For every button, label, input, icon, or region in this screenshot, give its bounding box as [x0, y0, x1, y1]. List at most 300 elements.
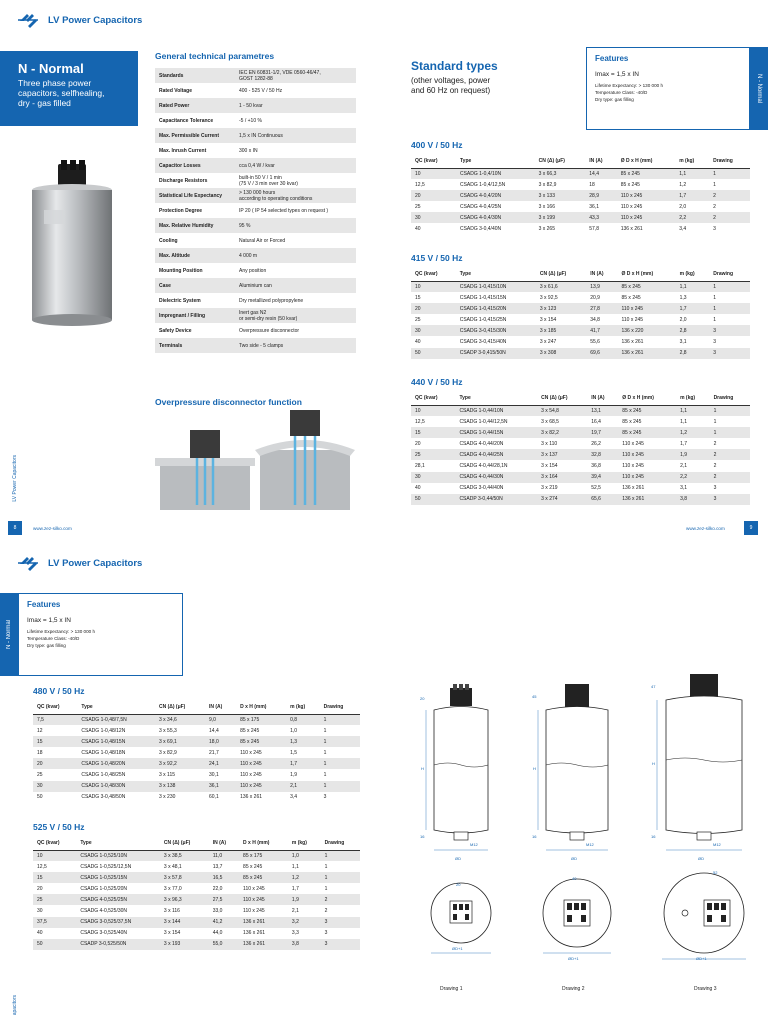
- table-cell: 40: [415, 485, 421, 492]
- table-cell: CSADG 3-0,415/30N: [456, 325, 536, 336]
- table-cell: 136 x 261: [620, 226, 643, 233]
- table-cell: 12,5: [415, 181, 425, 188]
- table-cell: 2,8: [676, 325, 710, 336]
- table-cell: 28,1: [415, 463, 425, 470]
- table-cell: 3 x 116: [163, 908, 180, 915]
- param-row: [155, 158, 356, 173]
- column-header: Type: [456, 154, 535, 168]
- param-row: [155, 128, 356, 143]
- table-cell: CSADG 1-0,48/30N: [77, 781, 155, 792]
- table-cell: 37,5: [33, 917, 76, 928]
- table-cell: 10: [411, 168, 456, 179]
- param-row: [155, 218, 356, 233]
- param-key: Max. Permissible Current: [155, 128, 235, 143]
- table-cell: 1,1: [676, 281, 710, 292]
- param-key: Rated Voltage: [159, 87, 192, 94]
- table-cell: 3 x 138: [155, 781, 205, 792]
- param-value-line: Natural Air or Forced: [239, 237, 286, 244]
- column-header: QC (kvar): [33, 700, 77, 714]
- table-cell: 3 x 247: [539, 339, 557, 346]
- capacitor-photo: [30, 160, 115, 340]
- table-cell: 20: [415, 440, 421, 447]
- table-row: [33, 928, 360, 939]
- table-header-row: [411, 391, 750, 405]
- features-imax: Imax = 1,5 x IN: [595, 71, 639, 78]
- drawing-2-m12: M12: [586, 842, 594, 847]
- table-cell: 1,1: [676, 405, 710, 416]
- param-value: [235, 173, 356, 188]
- param-row: [155, 98, 356, 113]
- table-cell: CSADG 3-0,415/40N: [459, 339, 507, 346]
- table-cell: 1: [713, 418, 717, 425]
- table-cell: 16,5: [209, 872, 239, 883]
- table-cell: CSADG 4-0,44/25N: [455, 449, 537, 460]
- standard-types-sub1: (other voltages, power: [411, 76, 491, 85]
- table-cell: 40: [415, 339, 421, 346]
- table-cell: CSADG 4-0,44/20N: [459, 440, 504, 447]
- column-header: Ø D x H (mm): [617, 267, 675, 281]
- table-cell: 34,8: [590, 316, 600, 323]
- table-480v-title: 480 V / 50 Hz: [33, 686, 85, 696]
- table-cell: 30,1: [209, 772, 219, 779]
- features-line-3: Dry type: gas filling: [595, 97, 634, 102]
- table-cell: 1: [323, 772, 327, 779]
- table-cell: 3,4: [679, 226, 687, 233]
- column-header: CN (Δ) (μF): [160, 836, 209, 850]
- table-cell: 10: [33, 850, 76, 861]
- table-cell: 2: [713, 463, 717, 470]
- table-cell: 1,3: [679, 294, 687, 301]
- table-cell: 3 x 144: [160, 917, 209, 928]
- features-title-2: Features: [27, 600, 61, 609]
- standard-types-title: Standard types: [411, 59, 498, 73]
- param-key: Protection Degree: [159, 207, 203, 214]
- table-row: [33, 939, 360, 950]
- table-cell: 15: [33, 736, 77, 747]
- table-cell: 36,8: [591, 463, 601, 470]
- table-cell: 110 x 245: [617, 190, 675, 201]
- brand-header: [18, 12, 142, 28]
- drawing-1-d: ØD: [455, 856, 461, 861]
- table-row: [33, 725, 360, 736]
- table-cell: 110 x 245: [236, 758, 286, 769]
- table-cell: 110 x 245: [620, 203, 643, 210]
- column-header: Ø D x H (mm): [617, 154, 675, 168]
- table-cell: 3 x 77,0: [163, 885, 182, 892]
- standard-types-sub2: and 60 Hz on request): [411, 86, 491, 95]
- param-value: [235, 158, 356, 173]
- param-value-line: built-in 50 V / 1 min: [239, 174, 282, 181]
- table-cell: 2: [713, 440, 717, 447]
- column-header: m (kg): [676, 391, 710, 405]
- drawing-1-elevation: [426, 684, 488, 850]
- table-cell: 3 x 154: [163, 930, 181, 937]
- table-cell: 2,0: [679, 203, 687, 210]
- page-number-right: 9: [744, 521, 758, 535]
- param-value: [235, 293, 356, 308]
- drawing-1-d1: ØD+1: [452, 946, 463, 951]
- table-cell: 3,4: [290, 794, 298, 801]
- table-cell: 18: [37, 749, 43, 756]
- table-cell: 50: [33, 939, 76, 950]
- table-header-row: [411, 154, 750, 168]
- table-cell: 110 x 245: [243, 908, 265, 915]
- general-params-table: [155, 68, 356, 353]
- table-cell: 2,2: [675, 212, 709, 223]
- table-row: [33, 905, 360, 916]
- table-cell: 3 x 308: [536, 348, 586, 359]
- table-cell: 3 x 68,5: [541, 418, 559, 425]
- param-value: [235, 278, 356, 293]
- table-cell: 18: [589, 181, 595, 188]
- table-cell: CSADG 1-0,44/15N: [455, 427, 537, 438]
- table-cell: 11,0: [209, 850, 239, 861]
- drawing-2-dim-bottom: 16: [532, 834, 537, 839]
- table-cell: 3 x 154: [541, 463, 558, 470]
- table-row: [411, 449, 750, 460]
- table-row: [411, 281, 750, 292]
- table-cell: CSADG 1-0,48/25N: [81, 772, 126, 779]
- table-row: [411, 483, 750, 494]
- drawing-1-m12: M12: [470, 842, 478, 847]
- table-cell: 3 x 185: [536, 325, 586, 336]
- table-cell: 1: [713, 316, 717, 323]
- table-cell: 3 x 92,5: [539, 294, 558, 301]
- side-tab-text: N - Normal: [756, 73, 762, 103]
- table-row: [411, 292, 750, 303]
- table-cell: 110 x 245: [621, 316, 644, 323]
- features-line-3b: Dry type: gas filling: [27, 643, 66, 648]
- table-cell: 3 x 164: [537, 472, 587, 483]
- column-header: IN (A): [587, 391, 618, 405]
- param-value-line-2: or semi-dry resin (50 kvar): [239, 315, 298, 322]
- table-row: [33, 917, 360, 928]
- table-row: [33, 781, 360, 792]
- param-row: [155, 323, 356, 338]
- side-label-left-2: [12, 995, 18, 1017]
- drawing-3-dim-bottom: 16: [651, 834, 656, 839]
- drawing-1-plan-dim: 20: [456, 882, 461, 887]
- table-cell: 1,0: [290, 727, 298, 734]
- table-row: [33, 894, 360, 905]
- table-cell: 22,0: [212, 885, 223, 892]
- table-cell: 57,8: [589, 226, 599, 233]
- param-row: [155, 263, 356, 278]
- param-row: [155, 173, 356, 188]
- table-cell: CSADG 1-0,44/10N: [455, 405, 537, 416]
- drawing-3-label: Drawing 3: [694, 986, 717, 992]
- table-row: [411, 460, 750, 471]
- table-cell: 2,1: [286, 781, 319, 792]
- param-value: [235, 98, 356, 113]
- table-cell: 1: [324, 863, 328, 870]
- table-cell: 136 x 261: [243, 930, 266, 937]
- table-480v: [33, 686, 360, 803]
- table-cell: 1,1: [680, 418, 688, 425]
- table-cell: 55,6: [590, 339, 600, 346]
- param-value-line: -5 / +10 %: [239, 117, 262, 124]
- table-cell: 1: [320, 781, 360, 792]
- table-header-row: [411, 267, 750, 281]
- param-value: [235, 248, 356, 263]
- table-cell: CSADP 3-0,525/50N: [76, 939, 160, 950]
- column-header: IN (A): [209, 836, 239, 850]
- table-cell: 1,0: [288, 850, 321, 861]
- param-value-line-2: (75 V / 3 min over 30 kvar): [239, 180, 298, 187]
- table-cell: 30: [411, 472, 455, 483]
- param-value-line: Overpressure disconnector: [239, 327, 300, 334]
- table-cell: 3,8: [676, 494, 710, 505]
- drawing-3-plan-dim: 52: [713, 870, 718, 875]
- table-cell: 13,1: [587, 405, 618, 416]
- drawing-3-plan: [662, 873, 746, 959]
- technical-drawings: [400, 670, 750, 970]
- param-value: [235, 218, 356, 233]
- table-cell: 136 x 261: [240, 794, 263, 801]
- table-cell: 110 x 245: [617, 303, 675, 314]
- table-cell: 1: [323, 727, 327, 734]
- column-header: Drawing: [710, 391, 750, 405]
- table-cell: 28,9: [585, 190, 616, 201]
- table-cell: 52,5: [591, 485, 601, 492]
- table-cell: 10: [411, 281, 456, 292]
- table-cell: CSADG 1-0,525/20N: [80, 885, 128, 892]
- drawing-1-dim-bottom: 16: [420, 834, 425, 839]
- param-row: [155, 203, 356, 218]
- table-cell: 50: [411, 494, 455, 505]
- table-525v: [33, 822, 360, 950]
- column-header: D x H (mm): [236, 700, 286, 714]
- table-row: [33, 861, 360, 872]
- table-cell: 85 x 245: [243, 863, 263, 870]
- table-cell: 3,2: [288, 917, 321, 928]
- drawing-1-plan: [431, 883, 491, 953]
- table-cell: 1,7: [286, 758, 319, 769]
- column-header: m (kg): [676, 267, 710, 281]
- column-header: Type: [455, 391, 537, 405]
- drawing-2-plan: [543, 879, 611, 953]
- table-cell: 3 x 154: [539, 316, 557, 323]
- param-key: Cooling: [159, 237, 178, 244]
- table-cell: 1,1: [291, 863, 299, 870]
- param-row: [155, 188, 356, 203]
- param-row: [155, 83, 356, 98]
- table-cell: 3 x 57,8: [160, 872, 209, 883]
- features-line-2: Temperature Class: -40/D: [595, 90, 648, 95]
- table-cell: 85 x 245: [617, 168, 675, 179]
- param-value-line-2: GOST 1282-88: [239, 75, 273, 82]
- table-cell: 1: [710, 405, 750, 416]
- table-cell: CSADG 4-0,4/30N: [456, 212, 535, 223]
- drawing-3-dim-h: H: [652, 761, 655, 766]
- table-cell: 85 x 245: [620, 181, 640, 188]
- param-key: Terminals: [155, 338, 235, 353]
- table-cell: 41,7: [586, 325, 617, 336]
- table-cell: CSADG 4-0,525/25N: [76, 894, 160, 905]
- column-header: QC (kvar): [411, 154, 456, 168]
- overpressure-illustration: [155, 410, 355, 510]
- table-cell: 1: [320, 736, 360, 747]
- table-cell: 3: [324, 930, 328, 937]
- series-desc-2: capacitors, selfhealing,: [18, 88, 105, 98]
- table-row: [411, 223, 750, 234]
- table-row: [411, 348, 750, 359]
- table-cell: 110 x 245: [240, 749, 262, 756]
- table-row: [411, 179, 750, 190]
- param-value-line: 1,5 x IN Continuous: [239, 132, 283, 139]
- table-cell: 25: [37, 772, 43, 779]
- param-value-line-2: according to operating conditions: [239, 195, 313, 202]
- column-header: Drawing: [709, 267, 750, 281]
- table-cell: 3 x 38,5: [160, 850, 209, 861]
- table-row: [33, 758, 360, 769]
- table-cell: 1,7: [680, 440, 688, 447]
- column-header: QC (kvar): [33, 836, 76, 850]
- column-header: Drawing: [320, 700, 360, 714]
- table-cell: 25: [33, 894, 76, 905]
- table-cell: CSADG 1-0,415/10N: [456, 281, 536, 292]
- param-row: [155, 338, 356, 353]
- side-tab-text-2: N - Normal: [6, 619, 12, 649]
- table-cell: 19,7: [587, 427, 618, 438]
- table-cell: 27,5: [209, 894, 239, 905]
- table-cell: 13,7: [212, 863, 223, 870]
- param-value-line: 4 000 m: [239, 252, 258, 259]
- table-row: [411, 303, 750, 314]
- table-cell: 15: [415, 294, 421, 301]
- param-key: Dielectric System: [159, 297, 201, 304]
- table-cell: 3 x 55,3: [158, 727, 177, 734]
- param-value: [235, 338, 356, 353]
- table-cell: CSADG 1-0,48/18N: [81, 749, 126, 756]
- table-cell: 30: [37, 908, 43, 915]
- table-row: [33, 872, 360, 883]
- table-cell: 110 x 245: [622, 440, 644, 447]
- table-cell: CSADG 1-0,525/10N: [76, 850, 160, 861]
- table-cell: 136 x 261: [621, 339, 644, 346]
- table-cell: 21,7: [209, 749, 219, 756]
- drawing-2-dim-top: 45: [532, 694, 537, 699]
- footer-url-left: www.zez-silko.com: [33, 526, 72, 531]
- table-415v: [411, 253, 750, 359]
- column-header: CN (Δ) (μF): [536, 267, 586, 281]
- brand-header-2: [18, 555, 142, 571]
- table-cell: 3: [323, 794, 327, 801]
- series-desc-3: dry - gas filled: [18, 98, 71, 108]
- table-cell: 136 x 261: [239, 939, 288, 950]
- table-cell: CSADG 1-0,48/12N: [81, 727, 126, 734]
- table-cell: 3: [709, 325, 750, 336]
- table-cell: 3 x 34,6: [155, 714, 205, 725]
- param-value-line: Aluminium can: [239, 282, 272, 289]
- table-cell: 12,5: [415, 418, 425, 425]
- table-cell: 26,2: [591, 440, 601, 447]
- table-cell: 3,1: [680, 485, 688, 492]
- table-cell: 39,4: [587, 472, 618, 483]
- table-440v-title: 440 V / 50 Hz: [411, 377, 463, 387]
- param-value: [235, 263, 356, 278]
- table-cell: CSADG 1-0,48/15N: [77, 736, 155, 747]
- table-cell: 1,3: [286, 736, 319, 747]
- table-cell: 10: [411, 405, 455, 416]
- table-cell: 20: [37, 885, 43, 892]
- table-cell: 3 x 48,1: [163, 863, 182, 870]
- table-cell: 25: [415, 316, 421, 323]
- table-row: [411, 438, 750, 449]
- param-value: [235, 83, 356, 98]
- table-cell: CSADP 3-0,415/50N: [456, 348, 536, 359]
- features-imax-2: Imax = 1,5 x IN: [27, 617, 71, 624]
- table-cell: 3 x 69,1: [155, 736, 205, 747]
- table-cell: 24,1: [205, 758, 236, 769]
- table-cell: 3 x 82,2: [537, 427, 587, 438]
- series-title: N - Normal: [18, 61, 84, 76]
- table-cell: 1,7: [676, 303, 710, 314]
- table-cell: CSADG 4-0,44/30N: [455, 472, 537, 483]
- table-cell: 85 x 245: [239, 872, 288, 883]
- table-cell: 110 x 245: [617, 212, 675, 223]
- table-cell: 3 x 92,2: [155, 758, 205, 769]
- table-cell: 1: [709, 303, 750, 314]
- table-cell: 110 x 245: [618, 472, 676, 483]
- side-tab-left: [0, 593, 18, 676]
- table-cell: 16,4: [591, 418, 601, 425]
- table-cell: 0,8: [286, 714, 319, 725]
- table-row: [33, 769, 360, 780]
- table-cell: 30: [33, 781, 77, 792]
- drawing-1-dim-h: H: [421, 766, 424, 771]
- table-cell: 1,5: [290, 749, 298, 756]
- table-cell: 3,1: [679, 339, 687, 346]
- param-key: Mounting Position: [159, 267, 203, 274]
- features-box-2: [18, 593, 183, 676]
- table-row: [411, 325, 750, 336]
- table-cell: 25: [415, 203, 421, 210]
- features-line-1b: Lifetime Expectancy: > 130 000 h: [27, 629, 96, 634]
- overpressure-title: Overpressure disconnector function: [155, 397, 302, 407]
- param-value: [235, 113, 356, 128]
- table-cell: CSADG 1-0,4/10N: [456, 168, 535, 179]
- table-cell: 3 x 123: [536, 303, 586, 314]
- table-cell: 15: [33, 872, 76, 883]
- table-cell: 3 x 82,9: [158, 749, 177, 756]
- table-cell: 3,3: [291, 930, 299, 937]
- table-cell: CSADG 1-0,48/20N: [77, 758, 155, 769]
- features-line-2b: Temperature Class: -40/D: [27, 636, 80, 641]
- table-cell: 69,6: [586, 348, 617, 359]
- table-cell: 110 x 245: [236, 781, 286, 792]
- param-value-line: Two side - 5 clamps: [239, 342, 284, 349]
- brand-name: LV Power Capacitors: [48, 14, 143, 26]
- drawing-2-plan-dim: 40: [572, 876, 577, 881]
- column-header: m (kg): [286, 700, 319, 714]
- table-row: [33, 850, 360, 861]
- param-row: [155, 233, 356, 248]
- table-525v-title: 525 V / 50 Hz: [33, 822, 85, 832]
- table-cell: 14,4: [209, 727, 219, 734]
- table-cell: CSADG 3-0,4/40N: [459, 226, 502, 233]
- param-row: [155, 68, 356, 83]
- table-cell: CSADG 4-0,4/25N: [459, 203, 502, 210]
- table-cell: 1,9: [288, 894, 321, 905]
- table-row: [411, 472, 750, 483]
- table-cell: 55,0: [209, 939, 239, 950]
- table-cell: 12: [37, 727, 43, 734]
- table-cell: 3 x 230: [158, 794, 176, 801]
- table-row: [411, 494, 750, 505]
- column-header: m (kg): [288, 836, 321, 850]
- table-cell: 85 x 245: [618, 427, 676, 438]
